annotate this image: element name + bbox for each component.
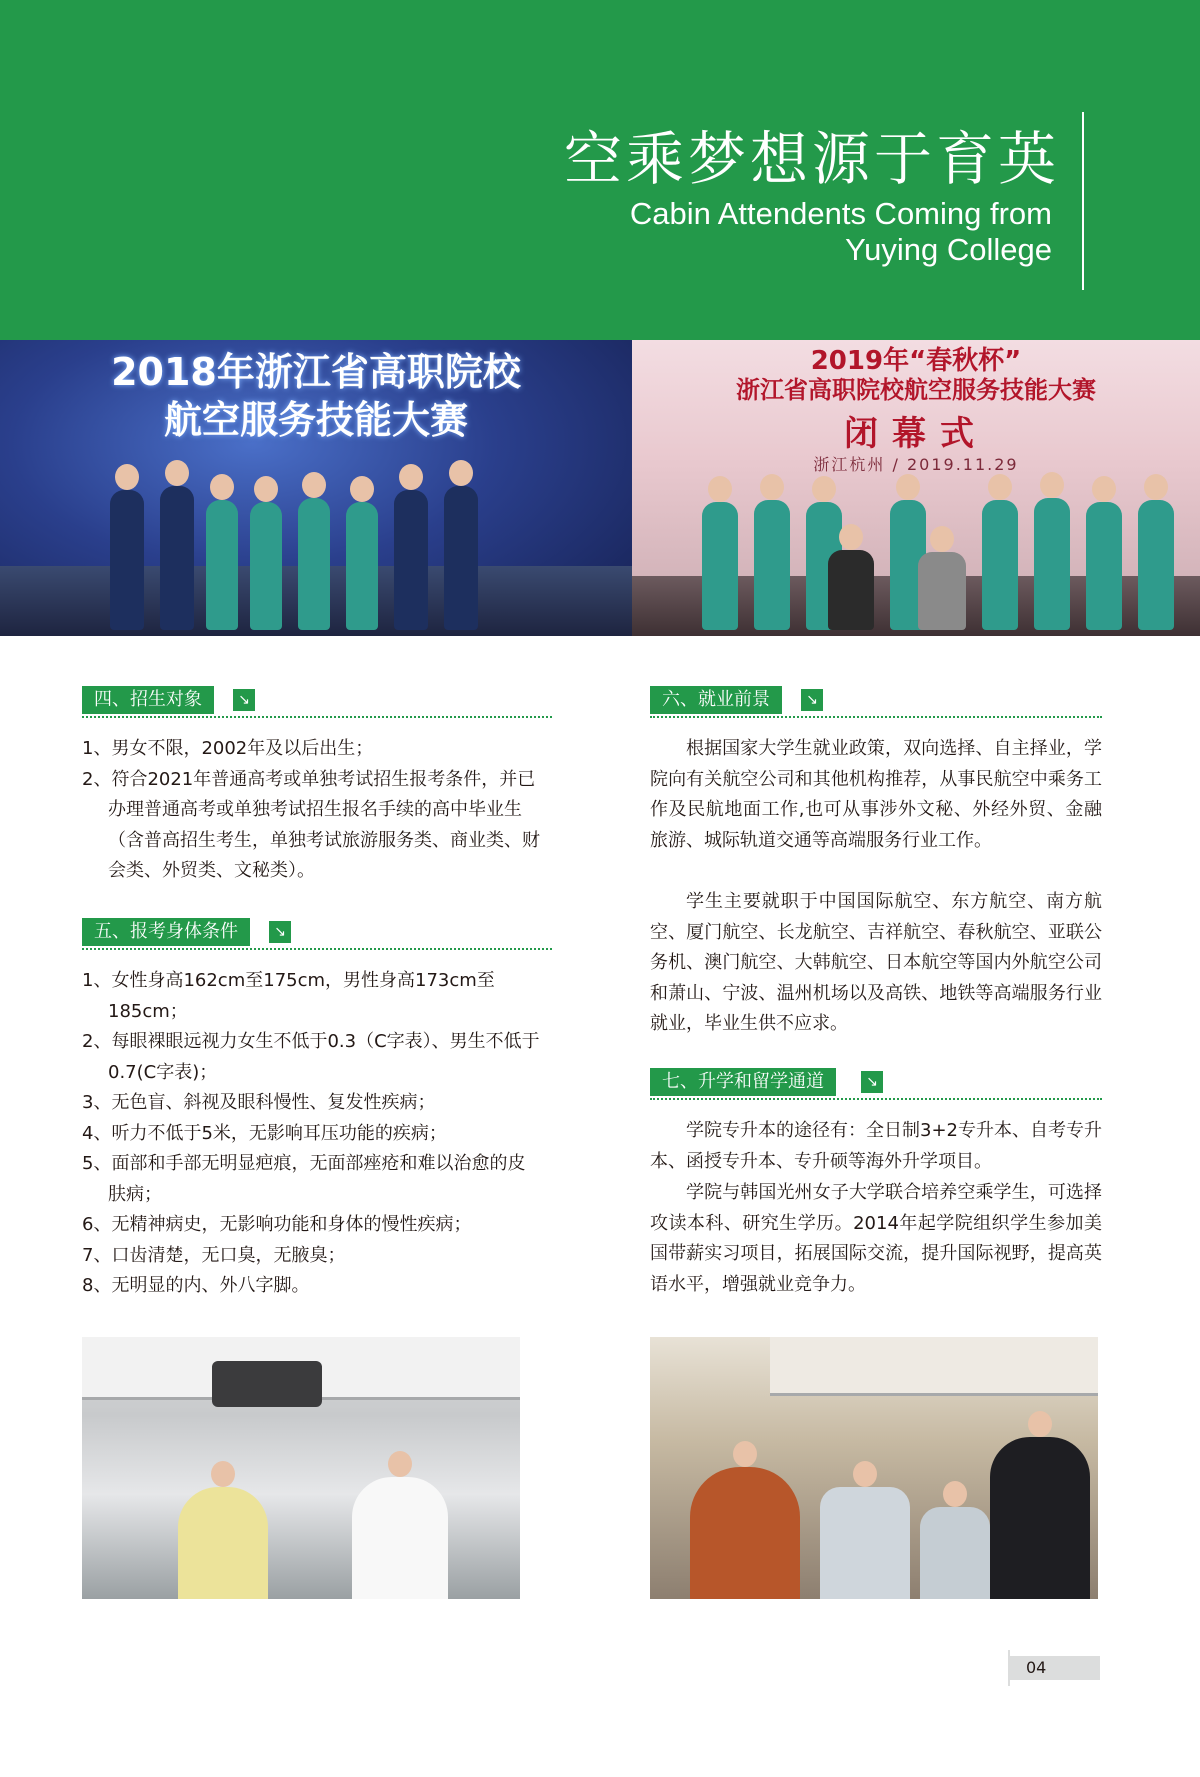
contestant-figure <box>828 550 874 630</box>
contestant-figure <box>206 500 238 630</box>
section-6-paragraph-1: 根据国家大学生就业政策，双向选择、自主择业，学院向有关航空公司和其他机构推荐，从事民航空中乘务工作及民航地面工作,也可从事涉外文秘、外经外贸、金融旅游、城际轨道交通等高端服务行业工作。 <box>650 738 1102 851</box>
trainee-figure <box>990 1437 1090 1599</box>
page-title: 空乘梦想源于育英 <box>563 125 1060 193</box>
contestant-figure <box>110 490 144 630</box>
arrow-icon: ↘ <box>800 688 824 712</box>
header-divider <box>1082 112 1084 290</box>
list-item: 8、无明显的内、外八字脚。 <box>82 1275 310 1296</box>
list-item: 5、面部和手部无明显疤痕，无面部痤疮和难以治愈的皮肤病； <box>82 1153 526 1205</box>
trainee-figure <box>178 1487 268 1599</box>
banner-2019-line-2: 浙江省高职院校航空服务技能大赛 <box>736 376 1096 404</box>
contestant-figure <box>444 486 478 630</box>
section-7-paragraph-1: 学院专升本的途径有：全日制3+2专升本、自考专升本、函授专升本、专升硕等海外升学项目。 <box>650 1120 1102 1172</box>
list-item: 1、男女不限，2002年及以后出生； <box>82 738 374 759</box>
contestant-figure <box>1138 500 1174 630</box>
luggage <box>212 1361 322 1407</box>
list-item: 6、无精神病史，无影响功能和身体的慢性疾病； <box>82 1214 472 1235</box>
contestant-figure <box>982 500 1018 630</box>
contestant-figure <box>250 502 282 630</box>
subtitle-line-1: Cabin Attendents Coming from <box>629 196 1052 231</box>
section-4-label: 四、招生对象 <box>82 686 214 714</box>
section-5-list <box>82 966 542 1302</box>
arrow-icon: ↘ <box>232 688 256 712</box>
section-6-header <box>650 686 1102 718</box>
subtitle-line-2: Yuying College <box>845 232 1052 267</box>
banner-2018-line-1: 2018年浙江省高职院校 <box>111 350 521 394</box>
list-item: 7、口齿清楚，无口臭，无腋臭； <box>82 1244 346 1266</box>
cabin-training-photo-luggage <box>82 1337 520 1599</box>
section-5-label: 五、报考身体条件 <box>82 918 250 946</box>
list-item: 2、每眼裸眼远视力女生不低于0.3（C字表）、男生不低于0.7(C字表)； <box>82 1031 540 1083</box>
page-number: 04 <box>1010 1656 1100 1680</box>
seat <box>820 1487 910 1599</box>
contestant-figure <box>918 552 966 630</box>
contestant-figure <box>1034 498 1070 630</box>
section-7-label: 七、升学和留学通道 <box>650 1068 836 1096</box>
banner-2019-line-4: 浙江杭州 / 2019.11.29 <box>813 455 1019 474</box>
page-subtitle <box>630 196 1052 268</box>
banner-2019-line-1: 2019年“春秋杯” <box>810 346 1022 376</box>
overhead-bin <box>770 1337 1098 1396</box>
banner-2018 <box>0 348 632 444</box>
contestant-figure <box>298 498 330 630</box>
header-band <box>0 0 1200 340</box>
closing-ceremony-photo-2019 <box>632 340 1200 636</box>
banner-2018-line-2: 航空服务技能大赛 <box>163 398 468 442</box>
list-item: 2、符合2021年普通高考或单独考试招生报考条件，并已办理普通高考或单独考试招生报名手续的高中毕业生（含普高招生考生，单独考试旅游服务类、商业类、财会类、外贸类、文秘类）。 <box>82 768 540 881</box>
list-item: 3、无色盲、斜视及眼科慢性、复发性疾病； <box>82 1092 436 1113</box>
section-7-paragraph-2: 学院与韩国光州女子大学联合培养空乘学生，可选择攻读本科、研究生学历。2014年起学院组织学生参加美国带薪实习项目，拓展国际交流，提升国际视野，提高英语水平，增强就业竞争力。 <box>650 1182 1102 1295</box>
contestant-figure <box>394 490 428 630</box>
banner-2019-line-3: 闭幕式 <box>844 414 988 454</box>
contestant-figure <box>754 500 790 630</box>
section-7-header <box>650 1068 1102 1100</box>
section-4-header <box>82 686 552 718</box>
arrow-icon: ↘ <box>860 1070 884 1094</box>
contestant-figure <box>1086 502 1122 630</box>
arrow-icon: ↘ <box>268 920 292 944</box>
cabin-training-photo-service <box>650 1337 1098 1599</box>
trainee-figure <box>352 1477 448 1599</box>
passenger-figure <box>690 1467 800 1599</box>
list-item: 4、听力不低于5米，无影响耳压功能的疾病； <box>82 1122 447 1144</box>
seat <box>920 1507 990 1599</box>
contestant-figure <box>346 502 378 630</box>
section-6-label: 六、就业前景 <box>650 686 782 714</box>
contestant-figure <box>160 486 194 630</box>
list-item: 1、女性身高162cm至175cm，男性身高173cm至185cm； <box>82 970 495 1022</box>
section-6-paragraph-2: 学生主要就职于中国国际航空、东方航空、南方航空、厦门航空、长龙航空、吉祥航空、春秋航空、亚联公务机、澳门航空、大韩航空、日本航空等国内外航空公司和萧山、宁波、温州机场以及高铁、地铁等高端服务行业就业，毕业生供不应求。 <box>650 891 1102 1034</box>
contestant-figure <box>702 502 738 630</box>
section-5-header <box>82 918 552 950</box>
section-4-list <box>82 734 542 887</box>
competition-photo-2018 <box>0 340 632 636</box>
